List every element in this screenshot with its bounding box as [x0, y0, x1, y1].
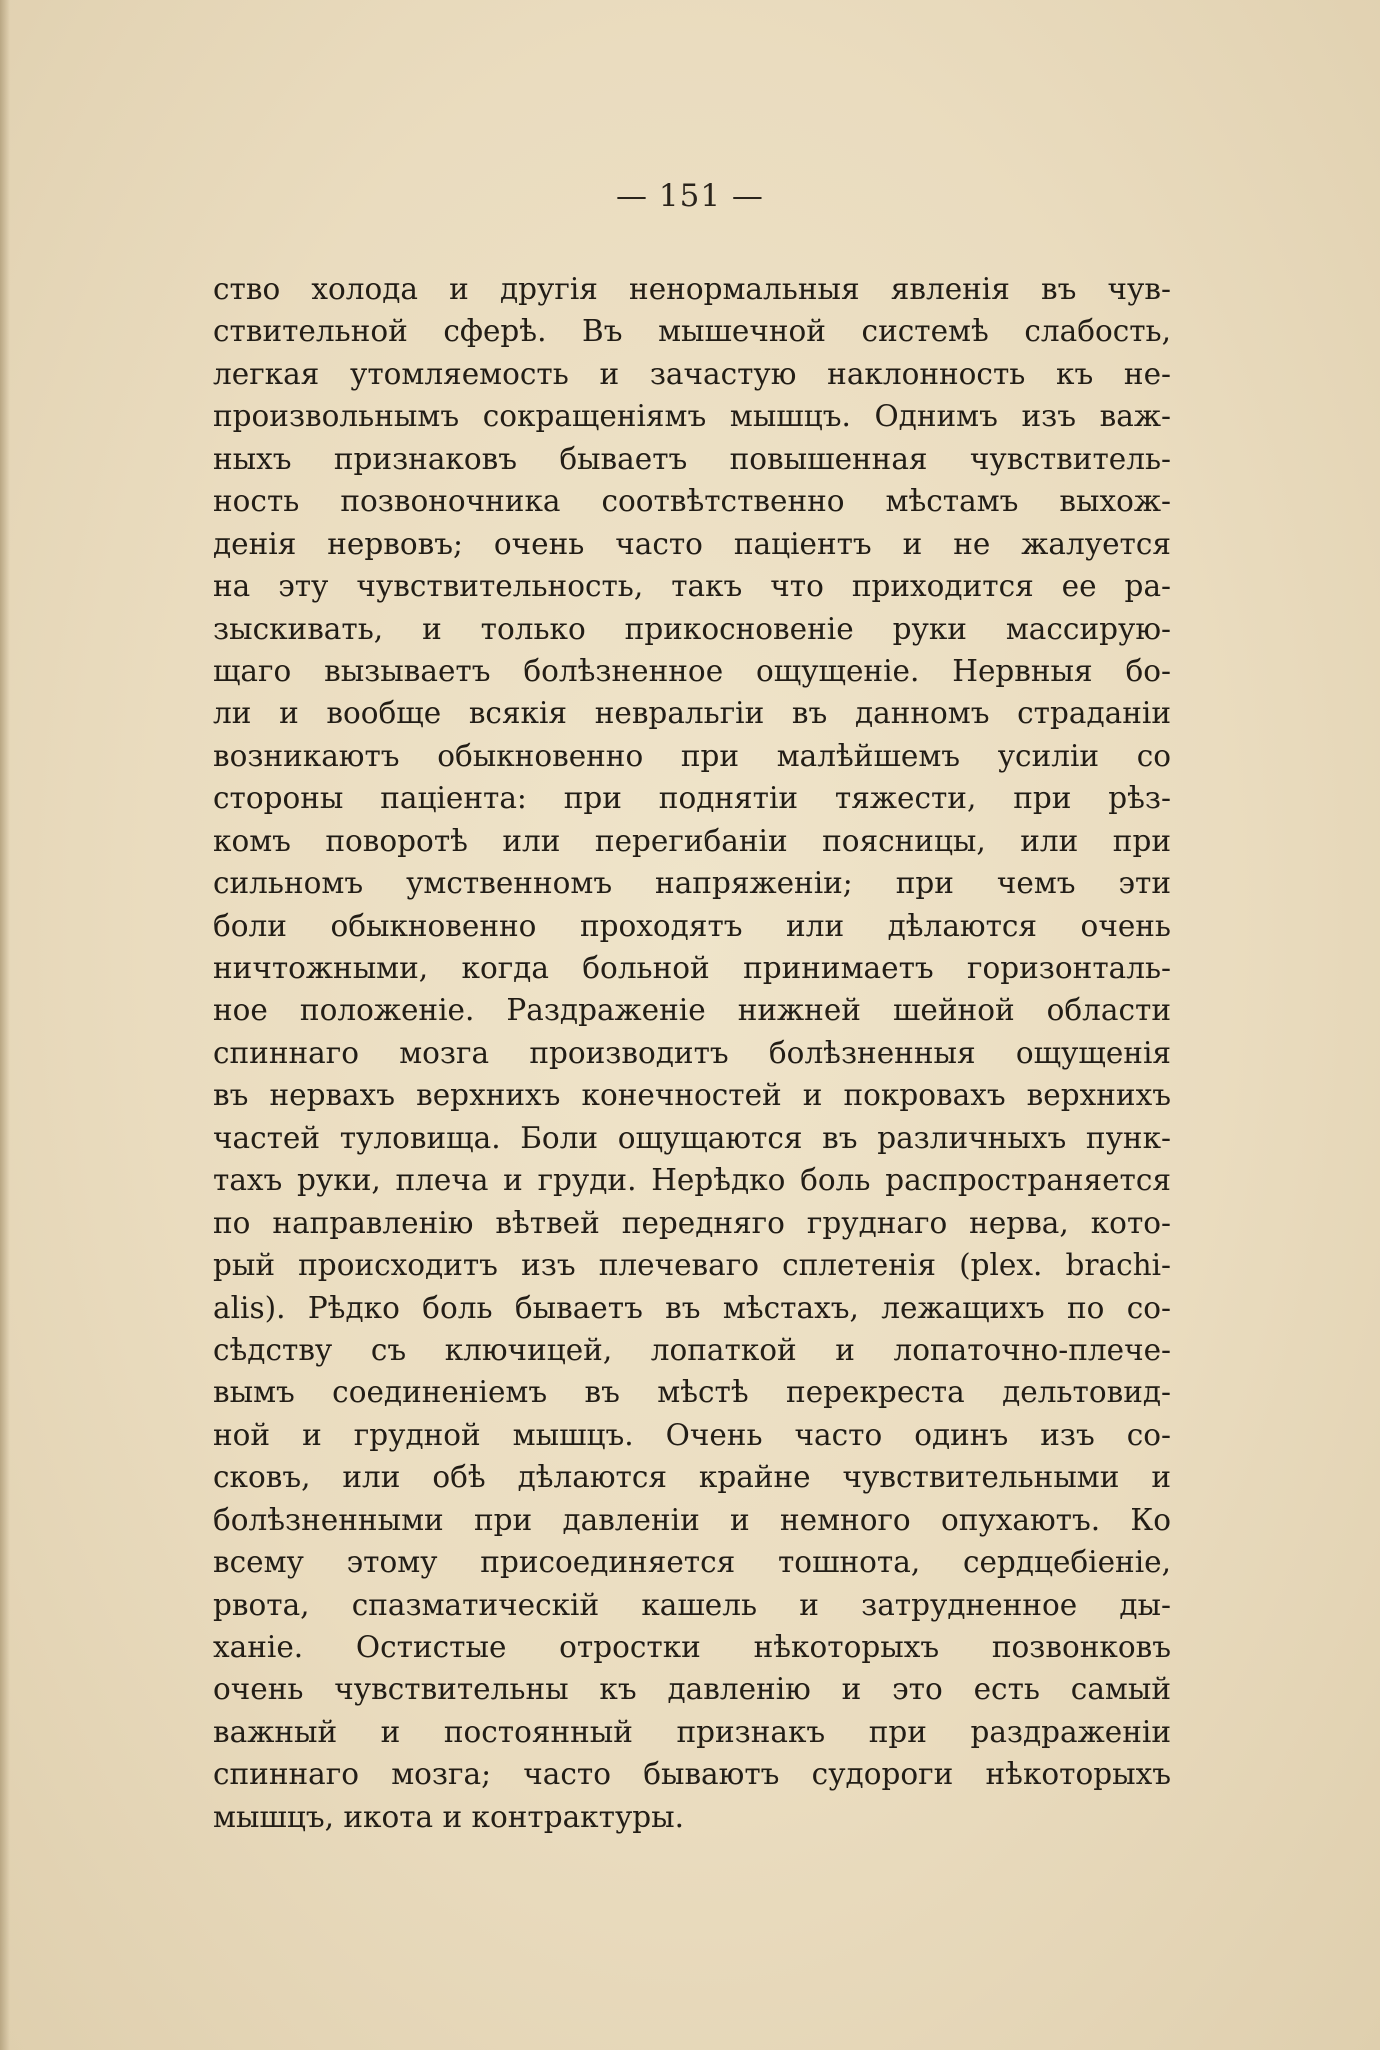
- text-line: легкая утомляемость и зачастую наклонность къ не-: [213, 356, 1171, 391]
- text-line: рый происходитъ изъ плечеваго сплетенія (plex. brachi-: [213, 1248, 1171, 1283]
- page-number: — 151 —: [616, 178, 764, 214]
- text-line: всему этому присоединяется тошнота, сердцебіеніе,: [213, 1545, 1171, 1580]
- text-line: болѣзненными при давленіи и немного опухаютъ. Ко: [213, 1502, 1171, 1537]
- text-line: частей туловища. Боли ощущаются въ различныхъ пунк-: [213, 1120, 1171, 1155]
- text-line: alis). Рѣдко боль бываетъ въ мѣстахъ, лежащихъ по со-: [213, 1290, 1171, 1325]
- text-line: ныхъ признаковъ бываетъ повышенная чувствитель-: [213, 441, 1171, 476]
- text-line: стороны паціента: при поднятіи тяжести, при рѣз-: [213, 781, 1171, 816]
- text-line: спиннаго мозга; часто бываютъ судороги нѣкоторыхъ: [213, 1757, 1171, 1792]
- text-line: на эту чувствительность, такъ что приходится ее ра-: [213, 569, 1171, 604]
- text-line: спиннаго мозга производитъ болѣзненныя ощущенія: [213, 1035, 1171, 1070]
- text-line: важный и постоянный признакъ при раздраженіи: [213, 1714, 1171, 1749]
- text-line: тахъ руки, плеча и груди. Нерѣдко боль распространяется: [213, 1163, 1171, 1198]
- text-line: произвольнымъ сокращеніямъ мышцъ. Однимъ изъ важ-: [213, 399, 1171, 434]
- text-line: по направленію вѣтвей передняго груднаго нерва, кото-: [213, 1205, 1171, 1240]
- text-line: ство холода и другія ненормальныя явленія въ чув-: [213, 272, 1171, 306]
- text-line: рвота, спазматическій кашель и затрудненное ды-: [213, 1587, 1171, 1622]
- text-line: ли и вообще всякія невральгіи въ данномъ страданіи: [213, 696, 1171, 731]
- text-line: въ нервахъ верхнихъ конечностей и покровахъ верхнихъ: [213, 1078, 1171, 1113]
- text-line: ное положеніе. Раздраженіе нижней шейной области: [213, 993, 1171, 1028]
- text-line: возникаютъ обыкновенно при малѣйшемъ усиліи со: [213, 738, 1171, 773]
- text-line: денія нервовъ; очень часто паціентъ и не жалуется: [213, 526, 1171, 561]
- text-line: щаго вызываетъ болѣзненное ощущеніе. Нервныя бо-: [213, 653, 1171, 688]
- text-line: сильномъ умственномъ напряженіи; при чемъ эти: [213, 866, 1171, 901]
- text-line: ханіе. Остистые отростки нѣкоторыхъ позвонковъ: [213, 1630, 1171, 1664]
- text-line: сѣдству съ ключицей, лопаткой и лопаточно-плече-: [213, 1332, 1171, 1367]
- text-line: ствительной сферѣ. Въ мышечной системѣ слабость,: [213, 314, 1171, 349]
- text-line: мышцъ, икота и контрактуры.: [213, 1799, 685, 1834]
- text-line: вымъ соединеніемъ въ мѣстѣ перекреста дельтовид-: [213, 1375, 1171, 1410]
- text-line: очень чувствительны къ давленію и это есть самый: [213, 1672, 1171, 1707]
- body-text: [213, 268, 1171, 1838]
- text-line: зыскивать, и только прикосновеніе руки массирую-: [213, 611, 1171, 646]
- text-line: ность позвоночника соотвѣтственно мѣстамъ выхож-: [213, 484, 1171, 519]
- text-line: боли обыкновенно проходятъ или дѣлаются очень: [213, 908, 1171, 943]
- page-edge-shadow: [0, 0, 10, 2050]
- text-line: сковъ, или обѣ дѣлаются крайне чувствительными и: [213, 1460, 1171, 1495]
- text-line: ной и грудной мышцъ. Очень часто одинъ изъ со-: [213, 1417, 1171, 1452]
- text-line: ничтожными, когда больной принимаетъ горизонталь-: [213, 951, 1171, 985]
- text-line: комъ поворотѣ или перегибаніи поясницы, или при: [213, 823, 1171, 858]
